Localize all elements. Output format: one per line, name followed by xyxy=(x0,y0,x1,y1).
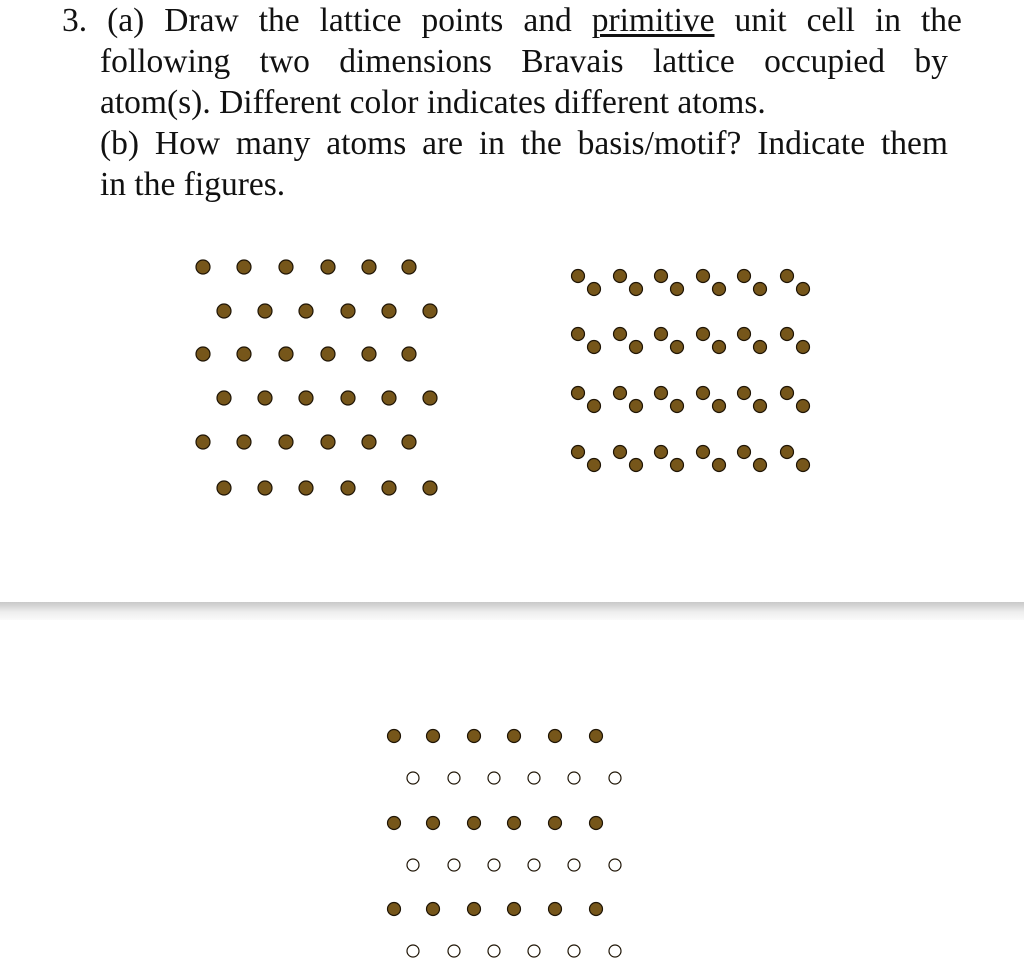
word: and xyxy=(523,2,572,39)
word: lattice xyxy=(319,2,402,39)
filled-atom xyxy=(427,817,440,830)
word: the xyxy=(920,2,962,39)
open-atom xyxy=(448,859,460,871)
filled-atom xyxy=(549,817,562,830)
open-atom xyxy=(528,859,540,871)
question-line-5: in the figures. xyxy=(100,166,286,203)
open-atom xyxy=(407,859,419,871)
filled-atom xyxy=(388,903,401,916)
word: cell xyxy=(806,2,855,39)
word: the xyxy=(258,2,300,39)
filled-atom xyxy=(388,817,401,830)
open-atom xyxy=(609,772,621,784)
word: unit xyxy=(734,2,787,39)
word: dimensions xyxy=(339,43,492,80)
filled-atom xyxy=(508,730,521,743)
open-atom xyxy=(448,945,460,957)
filled-atom xyxy=(549,903,562,916)
filled-atom xyxy=(427,903,440,916)
word: atoms xyxy=(326,125,407,162)
open-atom xyxy=(488,859,500,871)
word: occupied xyxy=(764,43,886,80)
part-a-label: (a) xyxy=(107,2,145,39)
filled-atom xyxy=(468,903,481,916)
open-atom xyxy=(609,859,621,871)
word: basis/motif? xyxy=(577,125,742,162)
open-atom xyxy=(448,772,460,784)
word: the xyxy=(520,125,562,162)
word: How xyxy=(154,125,221,162)
filled-atom xyxy=(590,903,603,916)
open-atom xyxy=(528,772,540,784)
word: Draw xyxy=(164,2,239,39)
open-atom xyxy=(488,945,500,957)
open-atom xyxy=(407,772,419,784)
word: Bravais xyxy=(521,43,624,80)
open-atom xyxy=(609,945,621,957)
word: points xyxy=(421,2,504,39)
open-atom xyxy=(568,859,580,871)
filled-atom xyxy=(388,730,401,743)
word: are xyxy=(422,125,464,162)
part-b-label: (b) xyxy=(100,125,140,162)
word: in xyxy=(874,2,901,39)
question-number: 3. xyxy=(62,2,88,39)
word: by xyxy=(914,43,948,80)
word: many xyxy=(235,125,311,162)
word: two xyxy=(259,43,310,80)
open-atom xyxy=(568,772,580,784)
filled-atom xyxy=(508,817,521,830)
open-atom xyxy=(528,945,540,957)
open-atom xyxy=(407,945,419,957)
filled-atom xyxy=(468,730,481,743)
open-atom xyxy=(488,772,500,784)
word: them xyxy=(880,125,948,162)
question-line-3: atom(s). Different color indicates different atoms. xyxy=(100,84,766,121)
word: Indicate xyxy=(757,125,866,162)
underlined-word-primitive: primitive xyxy=(591,2,715,39)
filled-atom xyxy=(549,730,562,743)
filled-atom xyxy=(590,730,603,743)
word: following xyxy=(100,43,231,80)
word: lattice xyxy=(652,43,735,80)
filled-atom xyxy=(427,730,440,743)
filled-atom xyxy=(508,903,521,916)
open-atom xyxy=(568,945,580,957)
filled-atom xyxy=(590,817,603,830)
word: in xyxy=(478,125,505,162)
filled-atom xyxy=(468,817,481,830)
